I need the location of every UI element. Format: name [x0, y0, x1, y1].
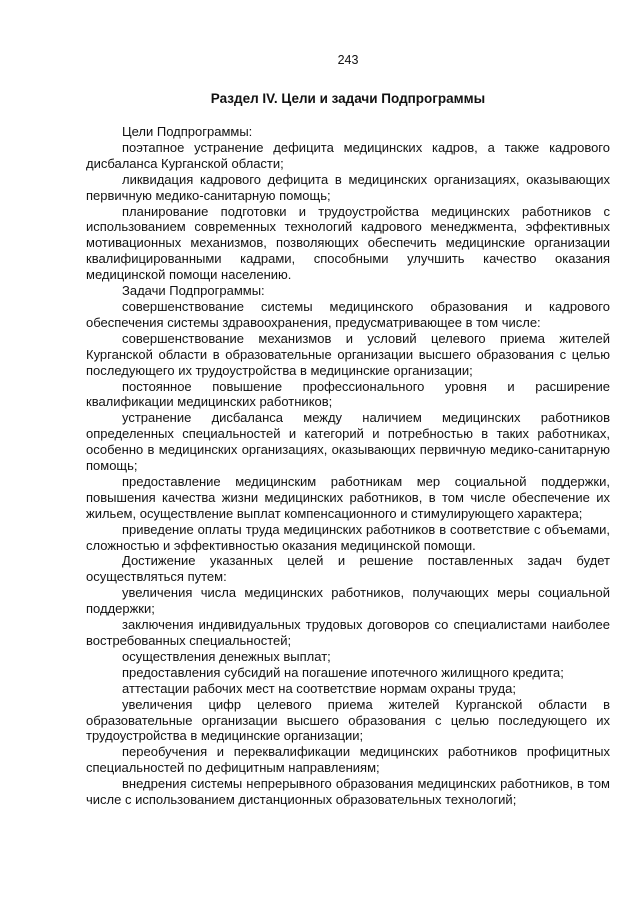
paragraph: предоставления субсидий на погашение ипотечного жилищного кредита;	[122, 664, 564, 680]
paragraph: постоянное повышение профессионального уровня и расширение квалификации медицинских работников;	[86, 378, 610, 410]
paragraph: Достижение указанных целей и решение поставленных задач будет осуществляться путем:	[86, 553, 610, 585]
paragraph: аттестации рабочих мест на соответствие нормам охраны труда;	[122, 680, 516, 696]
paragraph: ликвидация кадрового дефицита в медицинских организациях, оказывающих первичную медико-санитарную помощь;	[86, 171, 610, 203]
paragraph: устранение дисбаланса между наличием медицинских работников определенных специальностей и категорий и потребностью в таких работниках, особенно в медицинских организациях, оказывающих первичную медико-санитарную помощь;	[86, 410, 610, 474]
paragraph: приведение оплаты труда медицинских работников в соответствие с объемами, сложностью и эффективностью оказания медицинской помощи.	[86, 521, 610, 553]
paragraph: поэтапное устранение дефицита медицинских кадров, а также кадрового дисбаланса Курганской области;	[86, 139, 610, 171]
paragraph: переобучения и переквалификации медицинских работников профицитных специальностей по дефицитным направлениям;	[86, 744, 610, 776]
paragraph: совершенствование механизмов и условий целевого приема жителей Курганской области в образовательные организации высшего образования с целью последующего их трудоустройства в медицинские организации;	[86, 330, 610, 378]
paragraph: предоставление медицинским работникам мер социальной поддержки, повышения качества жизни медицинских работников, в том числе обеспечение их жильем, осуществление выплат компенсационного и стимулирующего характера;	[86, 473, 610, 521]
body-text	[86, 124, 610, 808]
page-number: 243	[337, 53, 359, 67]
paragraph: Задачи Подпрограммы:	[122, 283, 265, 299]
paragraph: увеличения цифр целевого приема жителей Курганской области в образовательные организации высшего образования с целью последующего их трудоустройства в медицинские организации;	[86, 696, 610, 744]
section-title: Раздел IV. Цели и задачи Подпрограммы	[210, 91, 486, 106]
paragraph: увеличения числа медицинских работников, получающих меры социальной поддержки;	[86, 585, 610, 617]
paragraph: планирование подготовки и трудоустройства медицинских работников с использованием современных технологий кадрового менеджмента, эффективных мотивационных механизмов, позволяющих обеспечить медицинские организации квалифицированными кадрами, способными улучшить качество оказания медицинской помощи населению.	[86, 203, 610, 283]
paragraph: Цели Подпрограммы:	[122, 124, 253, 139]
paragraph: осуществления денежных выплат;	[122, 648, 331, 664]
paragraph: совершенствование системы медицинского образования и кадрового обеспечения системы здравоохранения, предусматривающее в том числе:	[86, 298, 610, 330]
paragraph: заключения индивидуальных трудовых договоров со специалистами наиболее востребованных специальностей;	[86, 617, 610, 648]
paragraph: внедрения системы непрерывного образования медицинских работников, в том числе с использованием дистанционных образовательных технологий;	[86, 776, 610, 808]
